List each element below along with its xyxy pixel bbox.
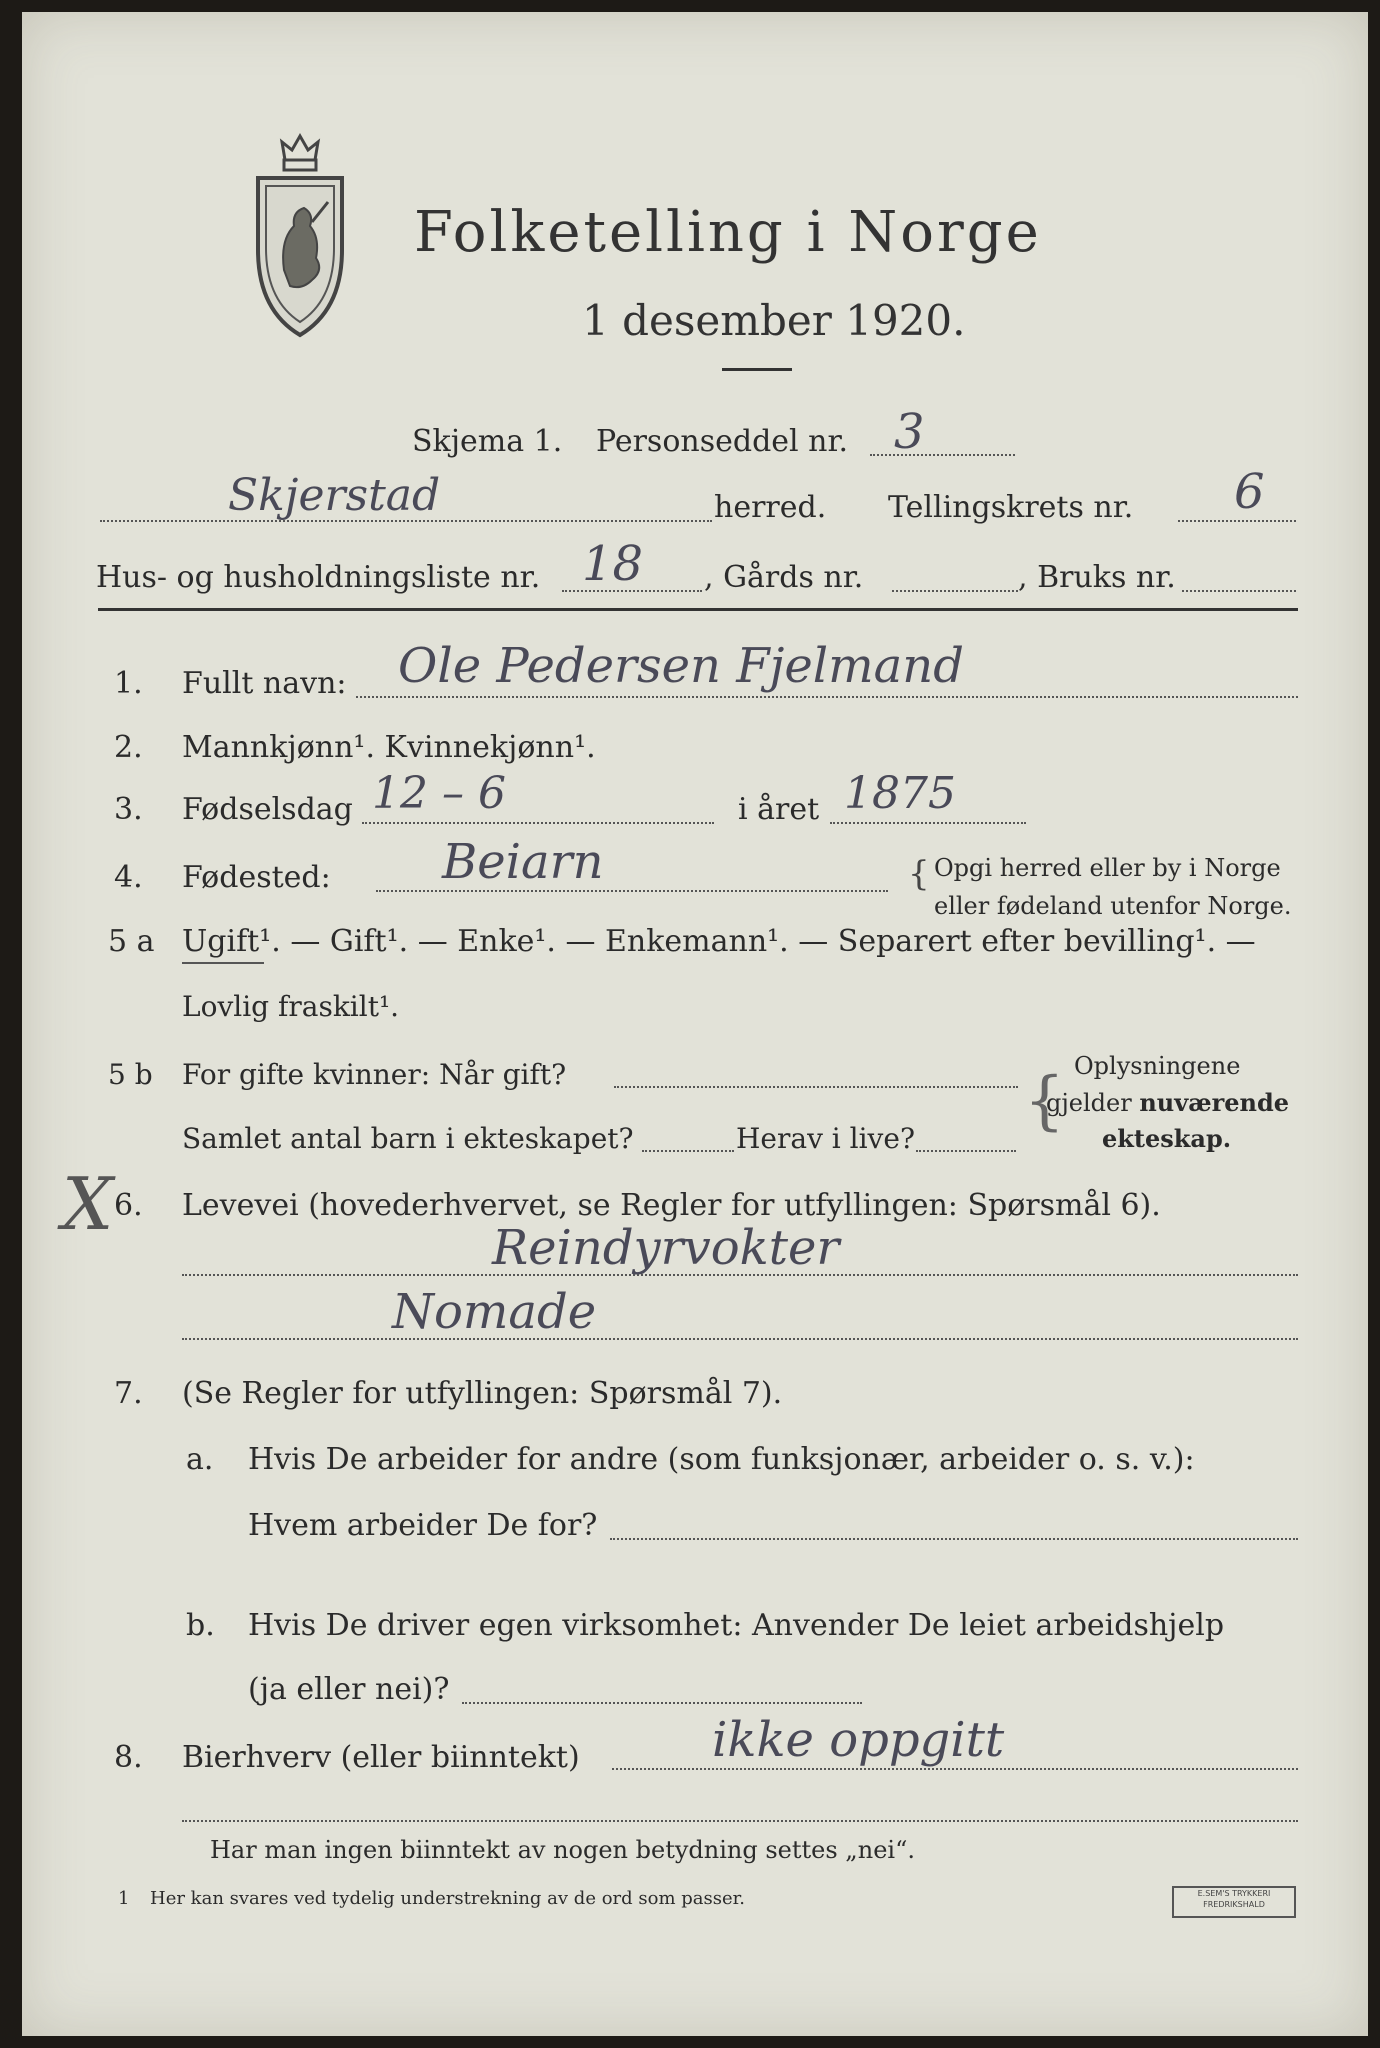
marital-status-options-2[interactable]: Lovlig fraskilt¹. xyxy=(182,990,400,1023)
q5b-note-gjelder: gjelder xyxy=(1046,1089,1140,1117)
occupation-value-1[interactable]: Reindyrvokter xyxy=(492,1220,840,1276)
coat-of-arms-icon xyxy=(250,130,350,340)
birthyear-value[interactable]: 1875 xyxy=(844,768,956,819)
alive-line xyxy=(916,1150,1016,1152)
gards-line xyxy=(892,590,1018,592)
q6-label: Levevei (hovederhvervet, se Regler for utfyllingen: Spørsmål 6). xyxy=(182,1188,1161,1223)
hired-help-line xyxy=(462,1702,862,1704)
printer-stamp xyxy=(1172,1886,1296,1918)
header-rule xyxy=(98,608,1298,611)
q7-label: (Se Regler for utfyllingen: Spørsmål 7). xyxy=(182,1376,783,1411)
q7b-letter: b. xyxy=(186,1608,215,1643)
q3-label: Fødselsdag xyxy=(182,792,353,827)
side-income-line xyxy=(612,1768,1298,1770)
herred-label: herred. xyxy=(714,490,827,525)
q7b-line2: (ja eller nei)? xyxy=(248,1672,450,1707)
birthyear-line xyxy=(830,822,1026,824)
personseddel-line xyxy=(870,454,1015,456)
tellingskrets-value[interactable]: 6 xyxy=(1234,464,1265,520)
title-divider xyxy=(722,368,792,371)
q5b-alive-label: Herav i live? xyxy=(736,1122,915,1155)
q5b-note-nuvaerende: nuværende xyxy=(1139,1088,1290,1117)
q5b-note-line3: ekteskap. xyxy=(1102,1124,1232,1153)
form-title: Folketelling i Norge xyxy=(414,200,1042,265)
printer-line1: E.SEM'S TRYKKERI xyxy=(1197,1889,1271,1898)
q5b-number: 5 b xyxy=(108,1058,153,1091)
census-form xyxy=(22,12,1368,2036)
tellingskrets-label: Tellingskrets nr. xyxy=(888,490,1134,525)
q1-line xyxy=(356,696,1298,698)
tellingskrets-line xyxy=(1178,520,1296,522)
full-name-value[interactable]: Ole Pedersen Fjelmand xyxy=(398,638,964,694)
year-label: i året xyxy=(738,792,820,827)
q5b-brace: { xyxy=(1024,1064,1065,1138)
q7a-line1: Hvis De arbeider for andre (som funksjonær, arbeider o. s. v.): xyxy=(248,1442,1195,1477)
q7a-line2: Hvem arbeider De for? xyxy=(248,1508,598,1543)
q1-number: 1. xyxy=(114,666,143,701)
birthplace-value[interactable]: Beiarn xyxy=(442,834,604,890)
q1-label: Fullt navn: xyxy=(182,666,347,701)
herred-value[interactable]: Skjerstad xyxy=(228,470,441,521)
married-when-line xyxy=(614,1086,1018,1088)
q8-label: Bierhverv (eller biinntekt) xyxy=(182,1740,580,1775)
q4-note-line2: eller fødeland utenfor Norge. xyxy=(934,892,1292,920)
q5a-number: 5 a xyxy=(108,924,155,959)
q7a-letter: a. xyxy=(186,1442,214,1477)
q4-brace: { xyxy=(908,854,930,894)
printer-line2: FREDRIKSHALD xyxy=(1203,1900,1265,1909)
bruks-line xyxy=(1182,590,1296,592)
q7-number: 7. xyxy=(114,1376,143,1411)
q5b-note-line2 xyxy=(1046,1088,1289,1117)
occupation-value-2[interactable]: Nomade xyxy=(392,1284,597,1340)
gards-label: , Gårds nr. xyxy=(704,560,864,595)
census-date: 1 desember 1920. xyxy=(582,296,966,345)
q4-number: 4. xyxy=(114,860,143,895)
children-line xyxy=(642,1150,734,1152)
occupation-line-2 xyxy=(182,1338,1298,1340)
q4-note-line1: Opgi herred eller by i Norge xyxy=(934,854,1281,882)
side-income-value[interactable]: ikke oppgitt xyxy=(712,1712,1005,1768)
employer-line xyxy=(610,1538,1298,1540)
skjema-label: Skjema 1. xyxy=(412,424,563,459)
bruks-label: , Bruks nr. xyxy=(1018,560,1176,595)
q5b-note-line1: Oplysningene xyxy=(1074,1052,1241,1080)
birthplace-line xyxy=(376,890,888,892)
side-income-line-2 xyxy=(182,1820,1298,1822)
gender-options[interactable]: Mannkjønn¹. Kvinnekjønn¹. xyxy=(182,730,596,765)
ugift-underline xyxy=(182,962,264,964)
footnote-text: Her kan svares ved tydelig understrekning av de ord som passer. xyxy=(150,1888,745,1909)
q4-label: Fødested: xyxy=(182,860,331,895)
birthdate-value[interactable]: 12 – 6 xyxy=(372,768,506,819)
q8-number: 8. xyxy=(114,1740,143,1775)
personseddel-label: Personseddel nr. xyxy=(596,424,849,459)
q2-number: 2. xyxy=(114,730,143,765)
q6-number: 6. xyxy=(114,1188,143,1223)
q3-number: 3. xyxy=(114,792,143,827)
personseddel-value[interactable]: 3 xyxy=(894,404,925,460)
birthdate-line xyxy=(362,822,714,824)
q7b-line1: Hvis De driver egen virksomhet: Anvender De leiet arbeidshjelp xyxy=(248,1608,1225,1643)
hus-label: Hus- og husholdningsliste nr. xyxy=(96,560,541,595)
q5b-children-label: Samlet antal barn i ekteskapet? xyxy=(182,1122,634,1155)
footnote-number: 1 xyxy=(118,1888,130,1909)
q5b-line1: For gifte kvinner: Når gift? xyxy=(182,1058,567,1091)
marital-status-options[interactable]: Ugift¹. — Gift¹. — Enke¹. — Enkemann¹. — Separert efter bevilling¹. — xyxy=(182,924,1256,959)
margin-x-mark: X xyxy=(62,1162,114,1246)
hus-value[interactable]: 18 xyxy=(582,536,644,592)
footer-note: Har man ingen biinntekt av nogen betydning settes „nei“. xyxy=(210,1836,915,1864)
